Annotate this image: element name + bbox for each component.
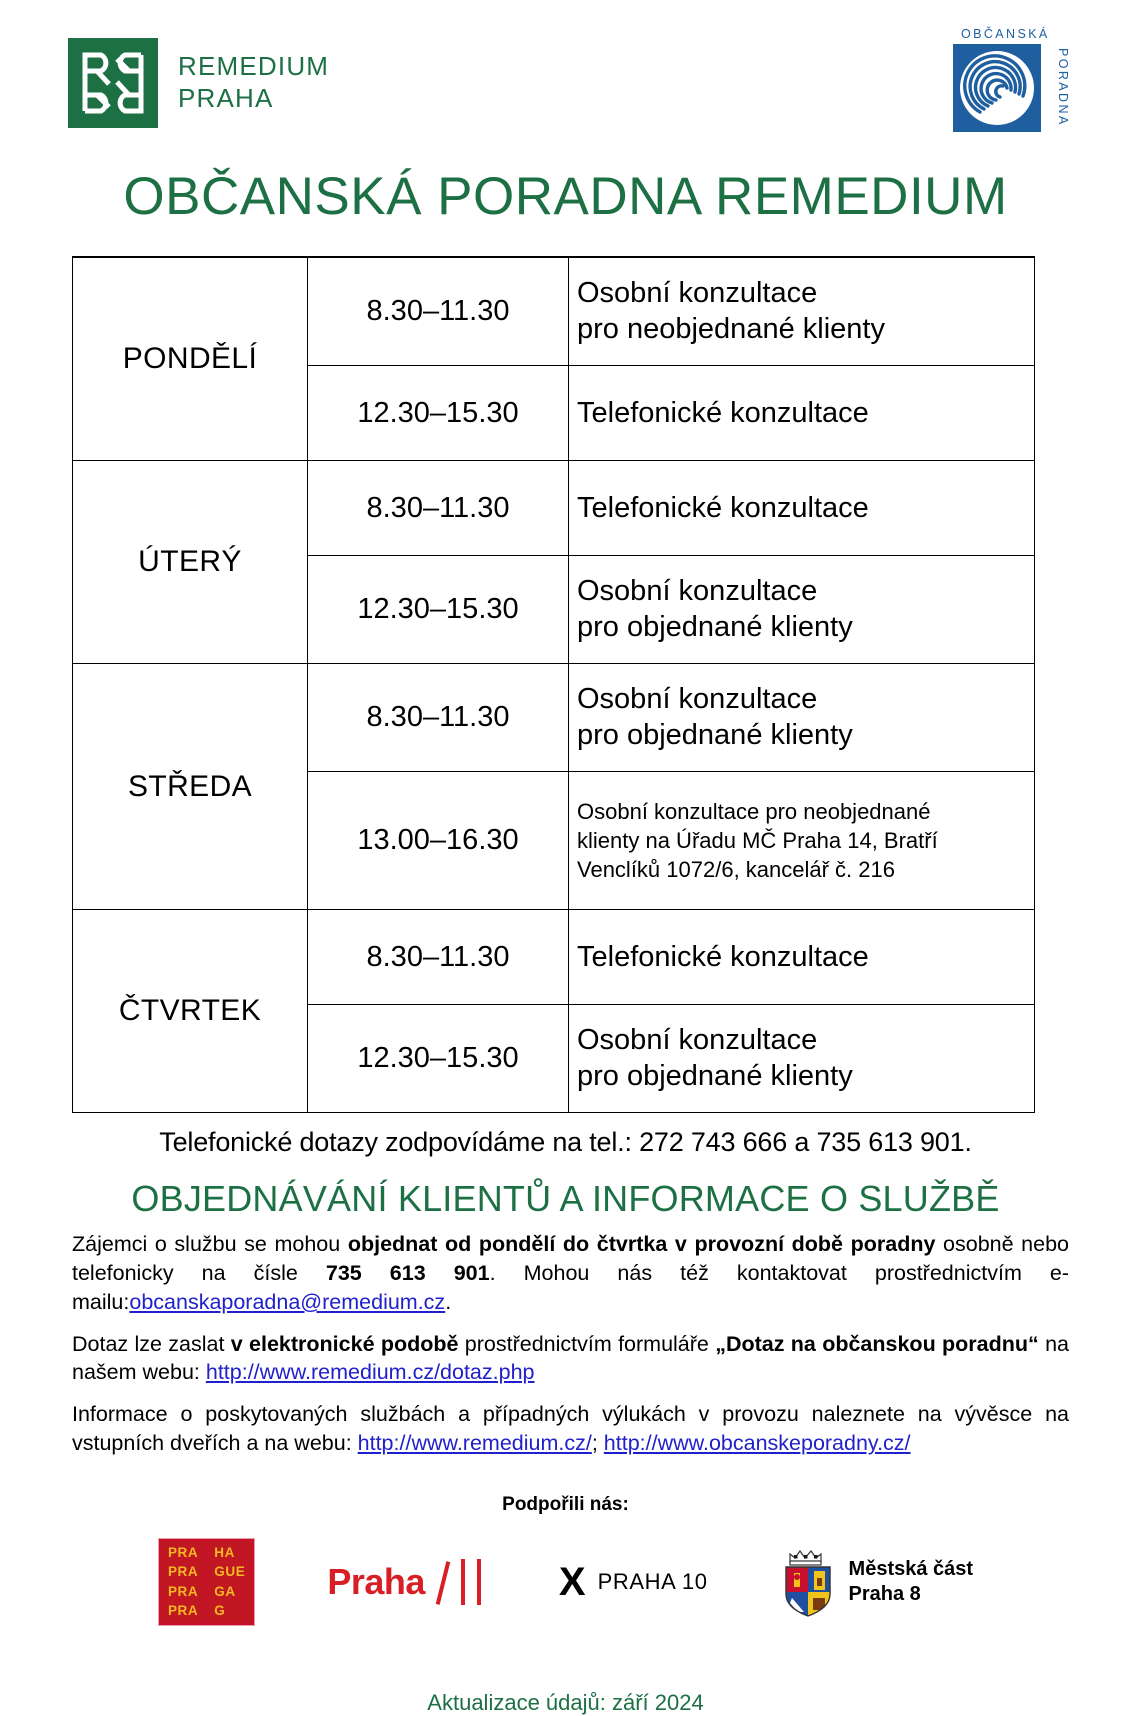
praha10-logo (558, 1559, 708, 1604)
prague-squares-right-column (207, 1541, 252, 1623)
praha8-label-line1: Městská část (848, 1557, 974, 1580)
prague-squares-icon (158, 1538, 255, 1626)
praha8-logo (780, 1546, 974, 1618)
slot-description (569, 366, 1035, 461)
slot-description (569, 556, 1035, 664)
p1-text3: . Mohou nás též kontaktovat prostřednictvím e-mailu: (72, 1261, 1070, 1314)
desc-line: Venclíků 1072/6, kancelář č. 216 (577, 857, 895, 883)
desc-line: pro objednané klienty (577, 718, 853, 751)
remedium-wordmark-line1: REMEDIUM (178, 51, 330, 82)
paragraph-info (72, 1400, 1069, 1458)
p1-text1: Zájemci o službu se mohou (72, 1232, 348, 1257)
p2-text2: prostřednictvím formuláře (458, 1331, 716, 1356)
time-slot: 8.30–11.30 (308, 257, 569, 366)
section-heading: OBJEDNÁVÁNÍ KLIENTŮ A INFORMACE O SLUŽBĚ (131, 1178, 1000, 1220)
update-note: Aktualizace údajů: září 2024 (427, 1689, 704, 1715)
desc-line: Osobní konzultace (577, 277, 818, 310)
time-slot: 13.00–16.30 (308, 772, 569, 910)
praha10-label: PRAHA 10 (597, 1568, 708, 1594)
remedium-wordmark (178, 51, 329, 114)
time-slot: 8.30–11.30 (308, 664, 569, 772)
sponsor-praha8-logo (780, 1546, 974, 1618)
table-row (73, 461, 1035, 556)
p1-text2: osobně nebo telefonicky na čísle (72, 1232, 1069, 1286)
paragraph-eform (72, 1330, 1069, 1388)
email-link[interactable]: obcanskaporadna@remedium.cz (129, 1289, 446, 1314)
remedium-url-link[interactable]: http://www.remedium.cz/ (357, 1431, 592, 1456)
obcanskeporadny-url-link[interactable]: http://www.obcanskeporadny.cz/ (603, 1431, 911, 1456)
desc-line: Telefonické konzultace (577, 940, 869, 973)
remedium-logo (68, 38, 329, 128)
sponsors-row (0, 1530, 1131, 1634)
op-text-top: OBČANSKÁ (961, 27, 1050, 41)
p2-bold2: „Dotaz na občanskou poradnu“ (715, 1331, 1039, 1356)
praha8-label-line2: Praha 8 (848, 1582, 921, 1605)
desc-line: pro neobjednané klienty (577, 312, 885, 345)
prague-cell: PRA (167, 1544, 199, 1560)
time-slot: 12.30–15.30 (308, 1005, 569, 1113)
desc-line: Osobní konzultace pro neobjednané (577, 799, 931, 825)
slot-description (569, 1005, 1035, 1113)
page-title: OBČANSKÁ PORADNA REMEDIUM (123, 167, 1008, 226)
p2-text1: Dotaz lze zaslat (72, 1331, 231, 1356)
time-slot: 8.30–11.30 (308, 461, 569, 556)
p2-text3: na našem webu: (72, 1331, 1069, 1385)
remedium-wordmark-line2: PRAHA (178, 83, 274, 113)
remedium-square-mark-icon (68, 38, 158, 128)
time-slot: 12.30–15.30 (308, 366, 569, 461)
form-url-link[interactable]: http://www.remedium.cz/dotaz.php (205, 1360, 535, 1385)
paragraph-ordering (72, 1230, 1069, 1316)
prague-cell: GA (214, 1583, 236, 1599)
p3-text2: ; (591, 1431, 604, 1456)
p1-bold2: 735 613 901 (325, 1261, 490, 1286)
praha-bars-logo (327, 1559, 487, 1605)
prague-squares-left-column (161, 1541, 205, 1623)
sponsor-praha-logo (327, 1559, 487, 1605)
desc-line: Osobní konzultace (577, 683, 818, 716)
desc-line: pro objednané klienty (577, 610, 853, 643)
time-slot: 8.30–11.30 (308, 910, 569, 1005)
slot-description (569, 257, 1035, 366)
prague-cell: G (214, 1603, 226, 1619)
praha8-label (849, 1557, 974, 1607)
praha-wordmark: Praha (327, 1560, 425, 1602)
slot-description (569, 910, 1035, 1005)
prague-cell: HA (214, 1544, 235, 1560)
slot-description (569, 772, 1035, 910)
prague-cell: PRA (167, 1564, 199, 1580)
sponsors-title: Podpořili nás: (502, 1493, 629, 1515)
sponsor-prague-city-logo (158, 1538, 255, 1626)
day-label-utery: ÚTERÝ (73, 461, 308, 664)
x-icon: X (558, 1559, 586, 1604)
desc-line: Telefonické konzultace (577, 491, 869, 524)
p3-text1: Informace o poskytovaných službách a případných výlukách v provozu naleznete na vývěsce na vstupních dveřích a na webu: (72, 1402, 1069, 1456)
phone-note: Telefonické dotazy zodpovídáme na tel.: 272 743 666 a 735 613 901. (159, 1127, 972, 1158)
header (0, 0, 1131, 160)
time-slot: 12.30–15.30 (308, 556, 569, 664)
schedule-table (72, 256, 1035, 1113)
obcanska-poradna-logo (943, 18, 1073, 153)
day-label-streda: STŘEDA (73, 664, 308, 910)
prague-cell: PRA (167, 1583, 199, 1599)
prague-cell: PRA (167, 1603, 199, 1619)
p1-text4: . (445, 1289, 452, 1314)
table-row (73, 257, 1035, 366)
slot-description (569, 461, 1035, 556)
three-bars-icon (435, 1559, 487, 1605)
p2-bold1: v elektronické podobě (230, 1331, 459, 1356)
p1-bold1: objednat od pondělí do čtvrtka v provozní době poradny (347, 1232, 936, 1257)
praha-8-coat-of-arms-icon (780, 1546, 836, 1618)
desc-line: Osobní konzultace (577, 575, 818, 608)
table-row (73, 664, 1035, 772)
slot-description (569, 664, 1035, 772)
desc-line: Osobní konzultace (577, 1024, 818, 1057)
table-row (73, 910, 1035, 1005)
prague-cell: GUE (214, 1564, 246, 1580)
day-label-ctvrtek: ČTVRTEK (73, 910, 308, 1113)
day-label-pondeli: PONDĚLÍ (73, 257, 308, 461)
body-text (72, 1230, 1069, 1458)
op-text-right: PORADNA (1056, 48, 1070, 127)
schedule-table-wrapper (72, 256, 1061, 1113)
desc-line: pro objednané klienty (577, 1059, 853, 1092)
desc-line: Telefonické konzultace (577, 396, 869, 429)
desc-line: klienty na Úřadu MČ Praha 14, Bratří (577, 828, 938, 854)
sponsor-praha10-logo (558, 1559, 708, 1604)
